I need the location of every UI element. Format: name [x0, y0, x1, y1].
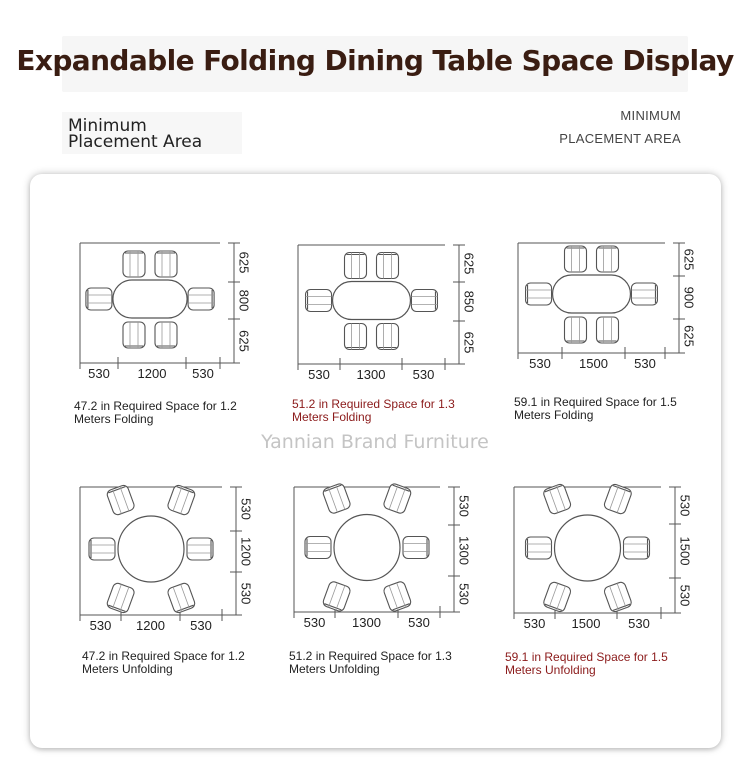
chair	[526, 537, 552, 559]
dimension-label: 530	[89, 618, 112, 633]
dimension-label: 530	[408, 615, 430, 630]
chair-seat	[624, 537, 650, 559]
label-line-1: Minimum	[68, 116, 147, 136]
dimension-label: 530	[677, 494, 693, 517]
dimension-label: 625	[236, 251, 252, 274]
diagram-caption: 47.2 in Required Space for 1.2 Meters Folding	[74, 399, 237, 426]
watermark: Yannian Brand Furniture	[261, 431, 489, 453]
caps-label-line-1: MINIMUM	[620, 108, 681, 123]
table-top	[555, 515, 621, 581]
diagram-caption: 51.2 in Required Space for 1.3 Meters Unfolding	[289, 649, 452, 676]
dimension-label: 1200	[137, 366, 167, 381]
diagram-caption: 51.2 in Required Space for 1.3 Meters Folding	[292, 397, 455, 424]
dimension-label: 1300	[352, 615, 381, 630]
dimension-label: 530	[192, 366, 214, 381]
dimension-label: 1500	[677, 536, 693, 566]
chair	[603, 581, 633, 613]
dimension-label: 850	[461, 290, 477, 313]
table-group	[526, 483, 650, 613]
dimension-label: 1500	[579, 356, 608, 371]
dimension-label: 625	[681, 248, 697, 271]
caps-label-line-2: PLACEMENT AREA	[559, 131, 681, 146]
chair-seat	[526, 537, 552, 559]
dimension-label: 530	[303, 615, 326, 630]
dimension-label: 530	[456, 495, 472, 517]
diagram-caption: 47.2 in Required Space for 1.2 Meters Unfolding	[82, 649, 245, 676]
dimension-label: 900	[681, 286, 697, 309]
dimension-label: 530	[308, 367, 330, 382]
dimension-label: 530	[628, 616, 650, 631]
dimension-label: 800	[236, 289, 252, 312]
dimension-label: 530	[523, 616, 546, 631]
dimension-label: 625	[236, 330, 252, 352]
dimension-label: 625	[681, 325, 697, 347]
dimension-label: 530	[677, 584, 693, 607]
dimension-label: 625	[461, 331, 477, 354]
dimension-label: 530	[412, 367, 435, 382]
dimension-label: 1200	[238, 537, 254, 566]
chair	[603, 483, 633, 515]
chair	[624, 537, 650, 559]
dimension-label: 530	[456, 583, 472, 605]
dimension-label: 530	[238, 498, 254, 520]
dimension-label: 530	[190, 618, 212, 633]
chair	[542, 581, 572, 613]
dimension-label: 625	[461, 252, 477, 275]
dimension-label: 1300	[356, 367, 386, 382]
dimension-label: 1500	[571, 616, 601, 631]
chair	[542, 483, 572, 515]
dimension-label: 530	[238, 582, 254, 605]
diagram-caption: 59.1 in Required Space for 1.5 Meters Folding	[514, 395, 677, 422]
dimension-label: 530	[634, 356, 656, 371]
page-title: Expandable Folding Dining Table Space Display	[16, 44, 734, 77]
diagram-caption: 59.1 in Required Space for 1.5 Meters Unfolding	[505, 650, 668, 677]
dimension-label: 530	[529, 356, 551, 371]
label-line-2: Placement Area	[68, 132, 203, 152]
dimension-label: 1200	[136, 618, 165, 633]
dimension-label: 530	[88, 366, 110, 381]
dimension-label: 1300	[456, 536, 472, 565]
